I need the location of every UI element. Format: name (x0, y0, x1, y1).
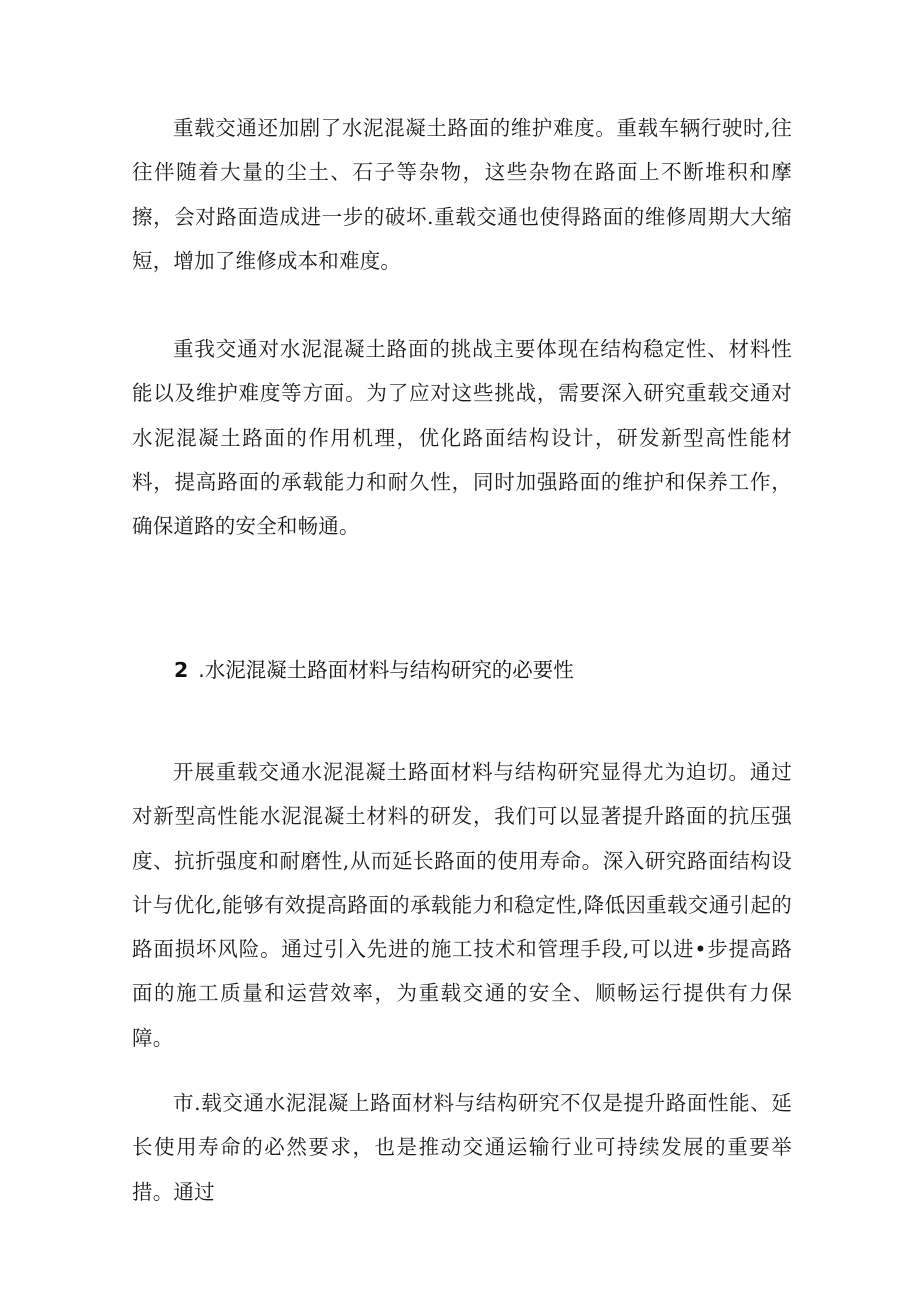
section-heading (174, 652, 574, 688)
paragraph-challenges-summary: 重我交通对水泥混凝土路面的挑战主要体现在结构稳定性、材料性能以及维护难度等方面。为了应对这些挑战，需要深入研究重载交通对水泥混凝土路面的作用机理，优化路面结构设计，研发新型高性能材料，提高路面的承载能力和耐久性，同时加强路面的维护和保养工作，确保道路的安全和畅通。 (132, 337, 792, 539)
paragraph-maintenance-difficulty: 重载交通还加剧了水泥混凝土路面的维护难度。重载车辆行驶时,往往伴随着大量的尘土、石子等杂物，这些杂物在路面上不断堆积和摩擦，会对路面造成进一步的破坏.重载交通也使得路面的维修周期大大缩短，增加了维修成本和难度。 (132, 116, 792, 273)
section-title: .水泥混凝土路面材料与结构研究的必要性 (198, 658, 574, 682)
section-number: 2 (174, 658, 189, 682)
paragraph-research-urgency: 开展重载交通水泥混凝土路面材料与结构研究显得尤为迫切。通过对新型高性能水泥混凝土材料的研发，我们可以显著提升路面的抗压强度、抗折强度和耐磨性,从而延长路面的使用寿命。深入研究路面结构设计与优化,能够有效提高路面的承载能力和稳定性,降低因重载交通引起的路面损坏风险。通过引入先进的施工技术和管理手段,可以进•步提高路面的施工质量和运营效率，为重载交通的安全、顺畅运行提供有力保障。 (132, 760, 792, 1050)
paragraph-research-significance: 市.载交通水泥混凝上路面材料与结构研究不仅是提升路面性能、延长使用寿命的必然要求，也是推动交通运输行业可持续发展的重要举措。通过 (132, 1091, 792, 1204)
